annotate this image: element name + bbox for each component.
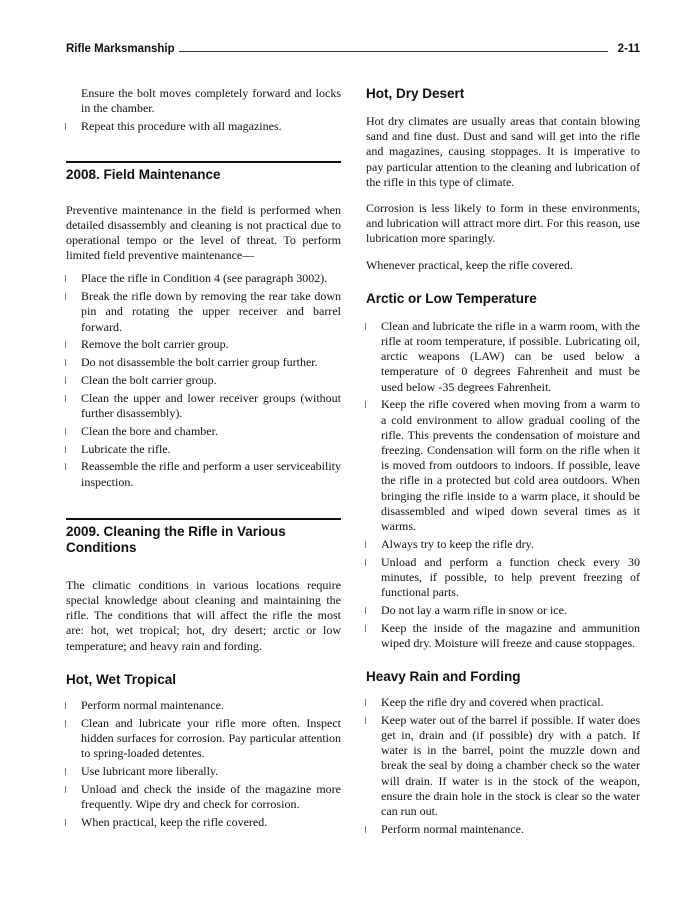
bullet-icon — [65, 720, 66, 727]
list-item: Repeat this procedure with all magazines. — [66, 119, 341, 134]
list-item: Do not lay a warm rifle in snow or ice. — [366, 603, 640, 618]
bullet-icon — [65, 702, 66, 709]
bullet-icon — [365, 826, 366, 833]
bullet-icon — [365, 541, 366, 548]
page-header — [66, 43, 640, 59]
arctic-list — [366, 319, 640, 651]
bullet-icon — [365, 699, 366, 706]
list-item: Clean and lubricate the rifle in a warm room, with the rifle at room temperature, if possible. Lubricating oil, arctic weapons (LAW) can be used below a temperature of 0 degrees Fahrenheit and must be used below -35 degrees Fahrenheit. — [366, 319, 640, 395]
bullet-icon — [365, 607, 366, 614]
list-item: Do not disassemble the bolt carrier group further. — [66, 355, 341, 370]
hot-wet-list — [66, 698, 341, 830]
paragraph: The climatic conditions in various locations require special knowledge about cleaning and maintaining the rifle. The conditions that will affect the rifle the most are: hot, wet tropical; hot, dry desert; arctic or low temperature; and heavy rain and fording. — [66, 577, 341, 653]
bullet-icon — [65, 463, 66, 470]
bullet-icon — [365, 323, 366, 330]
list-item: Unload and perform a function check every 30 minutes, if possible, to help prevent freezing of functional parts. — [366, 555, 640, 601]
subheading-arctic: Arctic or Low Temperature — [366, 290, 537, 306]
list-item: Keep the rifle covered when moving from a warm to a cold environment to allow gradual cooling of the rifle. This prevents the condensation of moisture and freezing. Condensation will form on the rifle when it is moved from outdoors to indoors. If possible, leave the rifle in a protected but cold area outdoors. When bringing the rifle inside to a warm place, it should be disassembled and wiped down several times as it warms. — [366, 397, 640, 534]
list-item: Use lubricant more liberally. — [66, 764, 341, 779]
intro-continuation: Ensure the bolt moves completely forward and locks in the chamber. — [81, 86, 341, 116]
bullet-icon — [65, 275, 66, 282]
running-title: Rifle Marksmanship — [66, 43, 179, 55]
left-column — [66, 86, 341, 832]
bullet-icon — [65, 293, 66, 300]
bullet-icon — [65, 428, 66, 435]
section-heading-2009: 2009. Cleaning the Rifle in Various Conditions — [66, 518, 341, 556]
list-item: Keep the rifle dry and covered when practical. — [366, 695, 640, 710]
paragraph: Whenever practical, keep the rifle covered. — [366, 257, 573, 272]
list-item: Clean and lubricate your rifle more often. Inspect hidden surfaces for corrosion. Pay particular attention to spring-loaded detentes. — [66, 716, 341, 762]
list-item: Place the rifle in Condition 4 (see paragraph 3002). — [66, 271, 341, 286]
section-heading-2008: 2008. Field Maintenance — [66, 161, 341, 183]
subheading-hot-wet-tropical: Hot, Wet Tropical — [66, 671, 177, 687]
list-item: Lubricate the rifle. — [66, 442, 341, 457]
list-item: Clean the bore and chamber. — [66, 424, 341, 439]
subheading-heavy-rain: Heavy Rain and Fording — [366, 669, 521, 685]
bullet-icon — [65, 359, 66, 366]
paragraph: Hot dry climates are usually areas that contain blowing sand and fine dust. Dust and sand will get into the rifle and magazines, causing stoppages. It is imperative to pay particular attention to the cleaning and lubrication of the rifle in this type of climate. — [366, 114, 640, 189]
right-column — [366, 86, 640, 840]
bullet-icon — [65, 819, 66, 826]
list-item: Unload and check the inside of the magazine more frequently. Wipe dry and check for corrosion. — [66, 782, 341, 812]
bullet-icon — [65, 341, 66, 348]
bullet-icon — [65, 786, 66, 793]
list-item: Keep water out of the barrel if possible. If water does get in, drain and (if possible) dry with a patch. If water is in the barrel, point the muzzle down and break the seal by doing a chamber check so the water will drain. If water is in the stock of the weapon, ensure the drain hole in the stock is clear so the water can run out. — [366, 713, 640, 819]
header-rule — [176, 51, 608, 52]
rain-list — [366, 695, 640, 837]
list-item: Perform normal maintenance. — [366, 822, 640, 837]
list-item: Clean the upper and lower receiver groups (without further disassembly). — [66, 391, 341, 421]
paragraph: Preventive maintenance in the field is performed when detailed disassembly and cleaning is not practical due to operational tempo or the level of threat. To perform limited field preventive maintenance— — [66, 202, 341, 263]
bullet-icon — [365, 559, 366, 566]
list-item: Perform normal maintenance. — [66, 698, 341, 713]
bullet-icon — [365, 401, 366, 408]
list-item: Clean the bolt carrier group. — [66, 373, 341, 388]
field-maintenance-list — [66, 271, 341, 489]
bullet-icon — [65, 377, 66, 384]
page-number: 2-11 — [614, 43, 640, 55]
list-item: Keep the inside of the magazine and ammunition wiped dry. Moisture will freeze and cause stoppages. — [366, 621, 640, 651]
list-item: Always try to keep the rifle dry. — [366, 537, 640, 552]
list-item: Break the rifle down by removing the rear take down pin and rotating the upper receiver and barrel forward. — [66, 289, 341, 335]
bullet-icon — [365, 717, 366, 724]
subheading-hot-dry-desert: Hot, Dry Desert — [366, 86, 465, 101]
list-item: Remove the bolt carrier group. — [66, 337, 341, 352]
bullet-icon — [65, 446, 66, 453]
bullet-icon — [65, 395, 66, 402]
paragraph: Corrosion is less likely to form in these environments, and lubrication will attract more dirt. For this reason, use lubrication more sparingly. — [366, 201, 640, 246]
bullet-icon — [65, 768, 66, 775]
bullet-icon — [65, 123, 66, 130]
list-item: Reassemble the rifle and perform a user serviceability inspection. — [66, 459, 341, 489]
list-item: When practical, keep the rifle covered. — [66, 815, 341, 830]
bullet-icon — [365, 625, 366, 632]
